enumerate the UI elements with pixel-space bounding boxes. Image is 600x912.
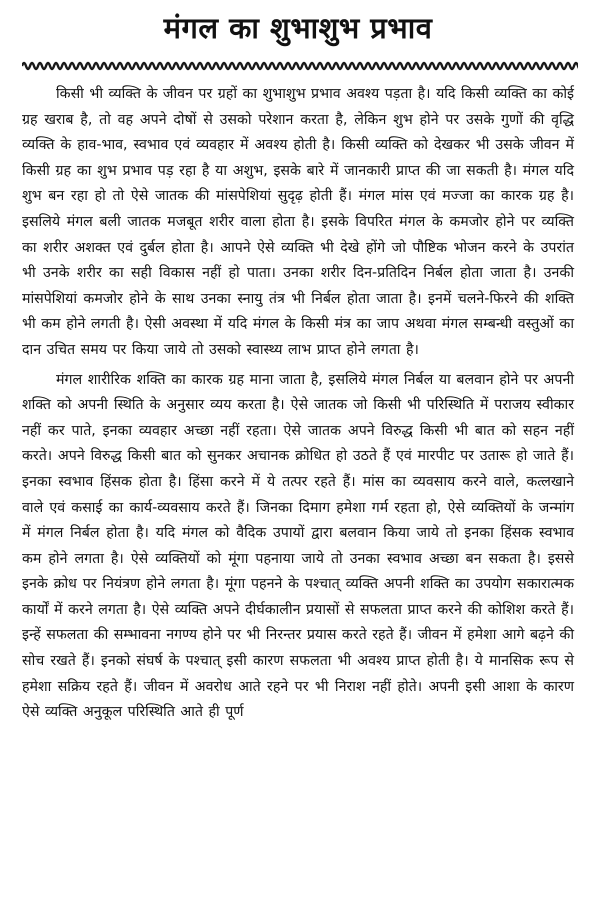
paragraph-2: मंगल शारीरिक शक्ति का कारक ग्रह माना जाता है, इसलिये मंगल निर्बल या बलवान होने पर अपनी शक्ति को अपनी स्थिति के अनुसार व्यय करता है। ऐसे जातक जो किसी भी परिस्थिति में पराजय स्वीकार नहीं कर पाते, इनका व्यवहार अच्छा नहीं रहता। ऐसे जातक अपने विरुद्ध किसी भी बात को सहन नहीं करते। अपने विरुद्ध किसी बात को सुनकर अचानक क्रोधित हो उठते हैं एवं मारपीट पर उतारू हो जाते हैं। इनका स्वभाव हिंसक होता है। हिंसा करने में ये तत्पर रहते हैं। मांस का व्यवसाय करने वाले, कत्लखाने वाले एवं कसाई का कार्य-व्यवसाय करते हैं। जिनका दिमाग हमेशा गर्म रहता हो, ऐसे व्यक्तियों के जन्मांग में मंगल निर्बल होता है। यदि मंगल को वैदिक उपायों द्वारा बलवान किया जाये तो इनका हिंसक स्वभाव कम होने लगता है। ऐसे व्यक्तियों को मूंगा पहनाया जाये तो उनका स्वभाव अच्छा बन सकता है। इससे इनके क्रोध पर नियंत्रण होने लगता है। मूंगा पहनने के पश्चात् व्यक्ति अपनी शक्ति का उपयोग सकारात्मक कार्यों में करने लगता है। ऐसे व्यक्ति अपने दीर्घकालीन प्रयासों से सफलता प्राप्त करने की कोशिश करते हैं। इन्हें सफलता की सम्भावना नगण्य होने पर भी निरन्तर प्रयास करते रहते हैं। जीवन में हमेशा आगे बढ़ने की सोच रखते हैं। इनको संघर्ष के पश्चात् इसी कारण सफलता भी अवश्य प्राप्त होती है। ये मानसिक रूप से हमेशा सक्रिय रहते हैं। जीवन में अवरोध आते रहने पर भी निराश नहीं होते। अपनी इसी आशा के कारण ऐसे व्यक्ति अनुकूल परिस्थिति आते ही पूर्ण — [22, 371, 574, 721]
paragraph-1: किसी भी व्यक्ति के जीवन पर ग्रहों का शुभाशुभ प्रभाव अवश्य पड़ता है। यदि किसी व्यक्ति का कोई ग्रह खराब है, तो वह अपने दोषों से उसको परेशान करता है, लेकिन शुभ होने पर उसके गुणों की वृद्धि व्यक्ति के हाव-भाव, स्वभाव एवं व्यवहार में अवश्य होती है। किसी व्यक्ति को देखकर भी उसके जीवन में किसी ग्रह का शुभ प्रभाव पड़ रहा है या अशुभ, इसके बारे में जानकारी प्राप्त की जा सकती है। मंगल यदि शुभ बन रहा हो तो ऐसे जातक की मांसपेशियां सुदृढ़ होती हैं। मंगल मांस एवं मज्जा का कारक ग्रह है। इसलिये मंगल बली जातक मजबूत शरीर वाला होता है। इसके विपरित मंगल के कमजोर होने पर व्यक्ति का शरीर अशक्त एवं दुर्बल होता है। आपने ऐसे व्यक्ति भी देखे होंगे जो पौष्टिक भोजन करने के उपरांत भी उनके शरीर का सही विकास नहीं हो पाता। उनका शरीर दिन-प्रतिदिन निर्बल होता जाता है। उनकी मांसपेशियां कमजोर होने के साथ उनका स्नायु तंत्र भी निर्बल होता जाता है। इनमें चलने-फिरने की शक्ति भी कम होने लगती है। ऐसी अवस्था में यदि मंगल के किसी मंत्र का जाप अथवा मंगल सम्बन्धी वस्तुओं का दान उचित समय पर किया जाये तो उसको स्वास्थ्य लाभ प्राप्त होने लगता है। — [22, 86, 574, 358]
page-title: मंगल का शुभाशुभ प्रभाव — [163, 11, 433, 45]
wavy-divider-line — [22, 63, 578, 69]
wavy-divider — [22, 58, 578, 74]
